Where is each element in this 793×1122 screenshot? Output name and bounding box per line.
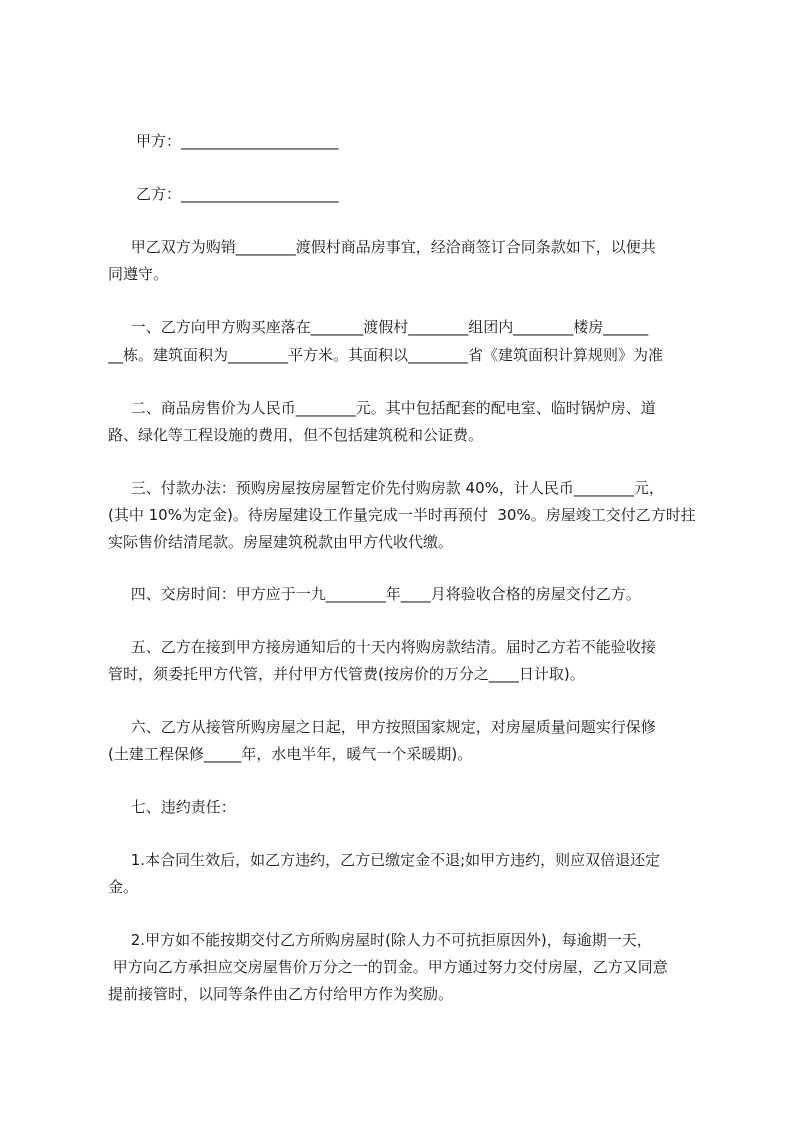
clause2-line-1: 二、商品房售价为人民币________元。其中包括配套的配电室、临时锅炉房、道 [126, 399, 656, 417]
clause5-line-2: 管时，须委托甲方代管，并付甲方代管费(按房价的万分之____日计取)。 [108, 665, 585, 683]
clause3-line-2: (其中 10%为定金)。待房屋建设工作量完成一半时再预付 30%。房屋竣工交付乙方时拄 [108, 506, 696, 524]
clause7-2-line-1: 2.甲方如不能按期交付乙方所购房屋时(除人力不可抗拒原因外)，每逾期一天， [126, 931, 652, 949]
clause6-line-2: (土建工程保修_____年，水电半年，暖气一个采暖期)。 [108, 745, 473, 763]
intro-line-2: 同遵守。 [108, 265, 169, 283]
clause3-line-3: 实际售价结清尾款。房屋建筑税款由甲方代收代缴。 [108, 533, 454, 551]
clause6-line-1: 六、乙方从接管所购房屋之日起，甲方按照国家规定，对房屋质量问题实行保修 [126, 718, 656, 736]
clause3-line-1: 三、付款办法：预购房屋按房屋暂定价先付购房款 40%，计人民币________元， [126, 479, 664, 497]
clause2-line-2: 路、绿化等工程设施的费用，但不包括建筑税和公证费。 [108, 426, 484, 444]
clause7-1-line-2: 金。 [108, 878, 139, 896]
clause5-line-1: 五、乙方在接到甲方接房通知后的十天内将购房款结清。届时乙方若不能验收接 [126, 638, 656, 656]
intro-line-1: 甲乙双方为购销________渡假村商品房事宜，经洽商签订合同条款如下，以便共 [126, 238, 656, 256]
clause7-2-line-2: 甲方向乙方承担应交房屋售价万分之一的罚金。甲方通过努力交付房屋，乙方又同意 [108, 958, 668, 976]
clause4-line-1: 四、交房时间：甲方应于一九________年____月将验收合格的房屋交付乙方。 [126, 585, 641, 603]
clause1-line-2: __栋。建筑面积为________平方米。其面积以________省《建筑面积计算规则》为准 [108, 346, 664, 364]
clause1-line-1: 一、乙方向甲方购买座落在_______渡假村________组团内________楼房______ [126, 318, 649, 336]
party-b-line: 乙方：_____________________ [136, 185, 339, 203]
party-a-line: 甲方：_____________________ [136, 132, 339, 150]
clause7-2-line-3: 提前接管时，以同等条件由乙方付给甲方作为奖励。 [108, 985, 454, 1003]
clause7-1-line-1: 1.本合同生效后，如乙方违约，乙方已缴定金不退;如甲方违约，则应双倍退还定 [126, 851, 661, 869]
clause7-title: 七、违约责任： [126, 798, 236, 816]
